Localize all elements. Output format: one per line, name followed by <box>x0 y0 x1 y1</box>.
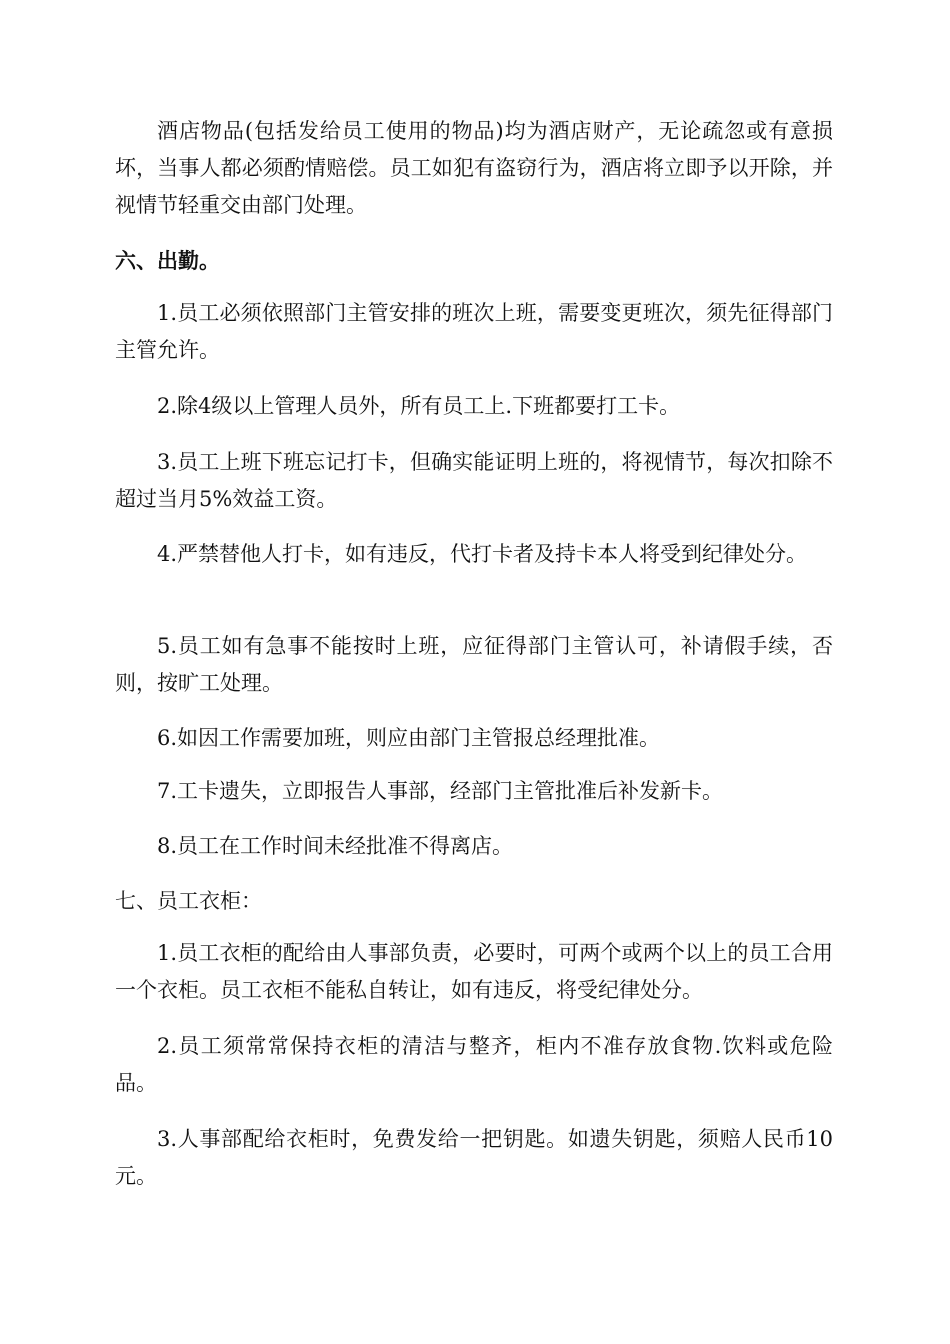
section-7-item-2: 2.员工须常常保持衣柜的清洁与整齐，柜内不准存放食物.饮料或危险品。 <box>115 1034 833 1095</box>
section-6-item-3: 3.员工上班下班忘记打卡，但确实能证明上班的，将视情节，每次扣除不超过当月5%效益工资。 <box>115 450 833 511</box>
section-6-item-5: 5.员工如有急事不能按时上班，应征得部门主管认可，补请假手续，否则，按旷工处理。 <box>115 634 833 695</box>
section-7-item-1: 1.员工衣柜的配给由人事部负责，必要时，可两个或两个以上的员工合用一个衣柜。员工衣柜不能私自转让，如有违反，将受纪律处分。 <box>115 941 833 1002</box>
section-6-item-1: 1.员工必须依照部门主管安排的班次上班，需要变更班次，须先征得部门主管允许。 <box>115 301 833 362</box>
section-6-item-7: 7.工卡遗失，立即报告人事部，经部门主管批准后补发新卡。 <box>157 779 724 803</box>
section-6-item-6: 6.如因工作需要加班，则应由部门主管报总经理批准。 <box>157 726 661 750</box>
intro-paragraph: 酒店物品(包括发给员工使用的物品)均为酒店财产，无论疏忽或有意损坏，当事人都必须酌情赔偿。员工如犯有盗窃行为，酒店将立即予以开除，并视情节轻重交由部门处理。 <box>115 119 833 217</box>
section-6-item-4: 4.严禁替他人打卡，如有违反，代打卡者及持卡本人将受到纪律处分。 <box>157 542 808 566</box>
section-7-heading: 七、员工衣柜： <box>115 889 262 913</box>
section-6-item-8: 8.员工在工作时间未经批准不得离店。 <box>157 834 514 858</box>
section-7-item-3: 3.人事部配给衣柜时，免费发给一把钥匙。如遗失钥匙，须赔人民币10元。 <box>115 1127 833 1188</box>
section-6-heading: 六、出勤。 <box>115 249 220 273</box>
section-6-item-2: 2.除4级以上管理人员外，所有员工上.下班都要打工卡。 <box>157 394 681 418</box>
